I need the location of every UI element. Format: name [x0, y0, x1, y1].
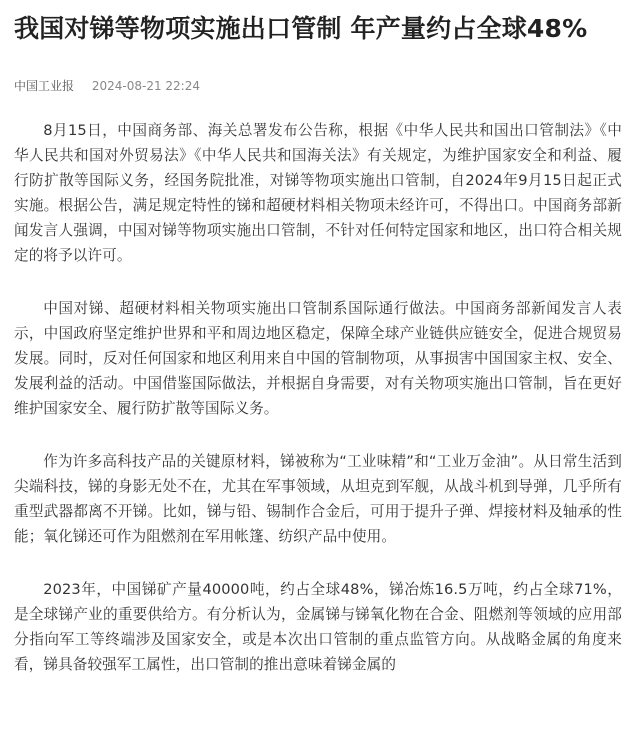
- article-datetime: 2024-08-21 22:24: [91, 79, 200, 93]
- article-title: 我国对锑等物项实施出口管制 年产量约占全球48%: [14, 14, 588, 43]
- article-paragraph: 作为许多高科技产品的关键原材料，锑被称为“工业味精”和“工业万金油”。从日常生活到尖端科技，锑的身影无处不在，尤其在军事领域，从坦克到军舰，从战斗机到导弹，几乎所有重型武器都离不开锑。比如，锑与铅、锡制作合金后，可用于提升子弹、焊接材料及轴承的性能；氧化锑还可作为阻燃剂在军用帐篷、纺织产品中使用。: [14, 453, 622, 545]
- article-source: 中国工业报: [14, 79, 75, 93]
- article-meta: [14, 78, 622, 94]
- article-paragraph: 2023年，中国锑矿产量40000吨，约占全球48%，锑冶炼16.5万吨，约占全球71%，是全球锑产业的重要供给方。有分析认为，金属锑与锑氧化物在合金、阻燃剂等领域的应用部分指向军工等终端涉及国家安全，或是本次出口管制的重点监管方向。从战略金属的角度来看，锑具备较强军工属性，出口管制的推出意味着锑金属的: [14, 581, 622, 673]
- article-body: [14, 118, 622, 677]
- article-paragraph: 8月15日，中国商务部、海关总署发布公告称，根据《中华人民共和国出口管制法》《中华人民共和国对外贸易法》《中华人民共和国海关法》有关规定，为维护国家安全和利益、履行防扩散等国际义务，经国务院批准，对锑等物项实施出口管制，自2024年9月15日起正式实施。根据公告，满足规定特性的锑和超硬材料相关物项未经许可，不得出口。中国商务部新闻发言人强调，中国对锑等物项实施出口管制，不针对任何特定国家和地区，出口符合相关规定的将予以许可。: [14, 122, 622, 264]
- article-paragraph: 中国对锑、超硬材料相关物项实施出口管制系国际通行做法。中国商务部新闻发言人表示，中国政府坚定维护世界和平和周边地区稳定，保障全球产业链供应链安全，促进合规贸易发展。同时，反对任何国家和地区利用来自中国的管制物项，从事损害中国国家主权、安全、发展利益的活动。中国借鉴国际做法，并根据自身需要，对有关物项实施出口管制，旨在更好维护国家安全、履行防扩散等国际义务。: [14, 300, 622, 417]
